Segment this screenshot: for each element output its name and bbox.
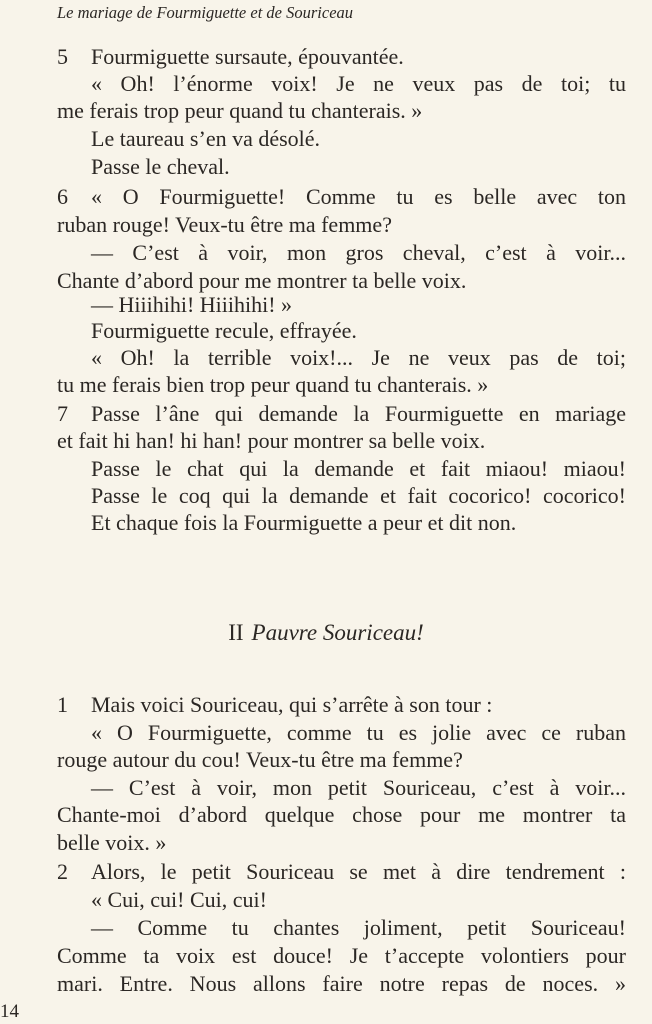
text-line: Passe le chat qui la demande et fait miaou! miaou! xyxy=(91,456,626,481)
text-line: Mais voici Souriceau, qui s’arrête à son tour : xyxy=(91,692,493,717)
text-line: — Comme tu chantes joliment, petit Souriceau! xyxy=(91,915,626,940)
text-line: « O Fourmiguette, comme tu es jolie avec ce ruban xyxy=(91,720,626,745)
text-line: tu me ferais bien trop peur quand tu chanterais. » xyxy=(57,372,489,397)
section-numeral: II xyxy=(228,620,244,645)
text-line: Fourmiguette sursaute, épouvantée. xyxy=(91,44,404,69)
text-line: « Oh! la terrible voix!... Je ne veux pas de toi; xyxy=(91,345,626,370)
paragraph-number: 2 xyxy=(57,859,68,884)
text-line: et fait hi han! hi han! pour montrer sa belle voix. xyxy=(57,428,486,453)
text-line: Passe le coq qui la demande et fait cocorico! cocorico! xyxy=(91,483,626,508)
text-line: ruban rouge! Veux-tu être ma femme? xyxy=(57,212,392,237)
text-line: Chante-moi d’abord quelque chose pour me montrer ta xyxy=(57,802,626,827)
text-line: mari. Entre. Nous allons faire notre repas de noces. » xyxy=(57,971,626,996)
text-line: « Oh! l’énorme voix! Je ne veux pas de toi; tu xyxy=(91,71,626,96)
text-line: Et chaque fois la Fourmiguette a peur et dit non. xyxy=(91,510,517,535)
text-line: Fourmiguette recule, effrayée. xyxy=(91,318,357,343)
text-line: — Hiiihihi! Hiiihihi! » xyxy=(91,292,293,317)
text-line: Le taureau s’en va désolé. xyxy=(91,126,321,151)
section-title xyxy=(0,620,652,646)
text-line: rouge autour du cou! Veux-tu être ma femme? xyxy=(57,747,463,772)
text-line: Passe l’âne qui demande la Fourmiguette en mariage xyxy=(91,401,626,426)
text-line: — C’est à voir, mon petit Souriceau, c’est à voir... xyxy=(91,775,626,800)
paragraph-number: 5 xyxy=(57,44,68,69)
text-line: me ferais trop peur quand tu chanterais. » xyxy=(57,98,423,123)
page-number: 14 xyxy=(0,1001,19,1022)
text-line: Comme ta voix est douce! Je t’accepte volontiers pour xyxy=(57,943,626,968)
text-line: — C’est à voir, mon gros cheval, c’est à voir... xyxy=(91,240,626,265)
text-line: Chante d’abord pour me montrer ta belle voix. xyxy=(57,268,467,293)
section-title-text: Pauvre Souriceau! xyxy=(251,620,424,645)
paragraph-number: 6 xyxy=(57,184,68,209)
text-line: Passe le cheval. xyxy=(91,154,230,179)
paragraph-number: 7 xyxy=(57,401,68,426)
text-line: « Cui, cui! Cui, cui! xyxy=(91,887,267,912)
text-line: Alors, le petit Souriceau se met à dire tendrement : xyxy=(91,859,626,884)
running-header: Le mariage de Fourmiguette et de Souriceau xyxy=(57,3,354,22)
paragraph-number: 1 xyxy=(57,692,68,717)
text-line: belle voix. » xyxy=(57,830,167,855)
text-line: « O Fourmiguette! Comme tu es belle avec ton xyxy=(91,184,626,209)
